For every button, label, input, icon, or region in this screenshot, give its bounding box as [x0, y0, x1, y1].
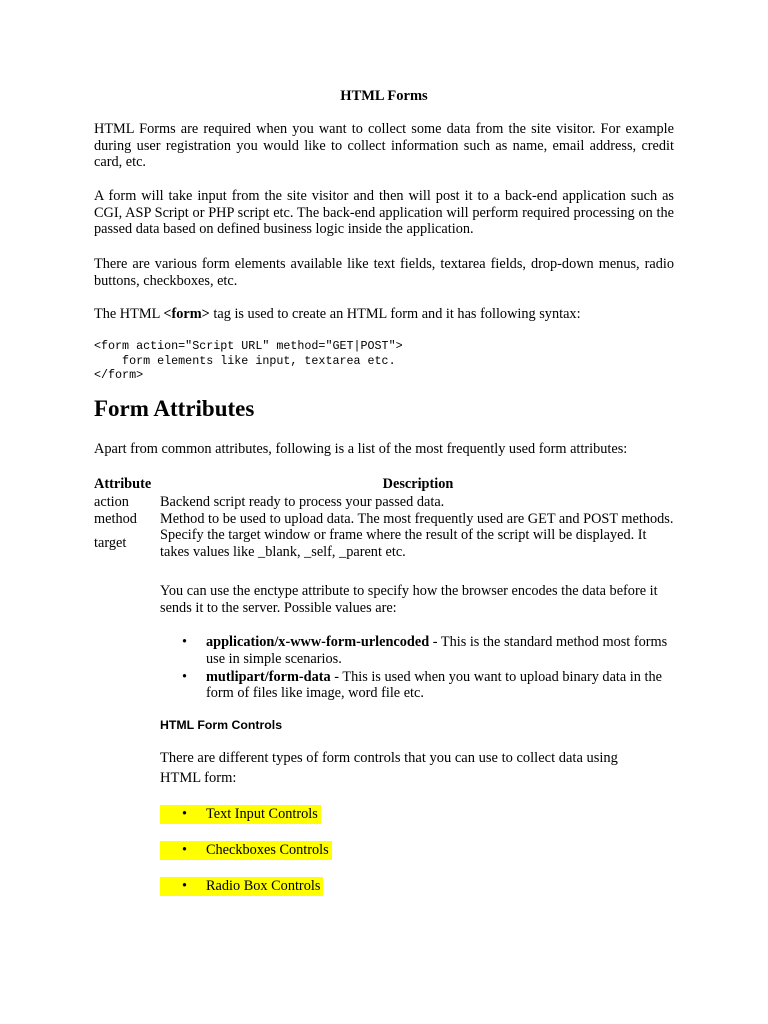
code-block: <form action="Script URL" method="GET|POST"> form elements like input, textarea etc. </form> — [94, 339, 403, 383]
bullet-icon: • — [182, 878, 188, 894]
syntax-text-after: tag is used to create an HTML form and it has following syntax: — [209, 306, 581, 322]
attribute-description: Backend script ready to process your passed data. — [160, 494, 445, 510]
enctype-desc: - This is used when you want to upload binary data in the form of files like image, word file etc. — [206, 668, 662, 702]
controls-list-item-3 — [160, 877, 323, 896]
attribute-name: method — [94, 510, 137, 527]
list-item — [160, 841, 332, 860]
highlighted-item — [160, 805, 321, 824]
form-tag-text: <form> — [163, 306, 210, 322]
syntax-text-before: The HTML — [94, 306, 164, 322]
paragraph-intro: HTML Forms are required when you want to collect some data from the site visitor. For example during user registration you would like to collect information such as name, email address, credit card, etc. — [94, 121, 674, 171]
controls-intro: There are different types of form controls that you can use to collect data using HTML form: — [160, 750, 618, 786]
bullet-icon: • — [182, 842, 188, 858]
attribute-name: action — [94, 494, 129, 510]
controls-heading: HTML Form Controls — [160, 718, 283, 732]
enctype-term: application/x-www-form-urlencoded — [206, 634, 430, 650]
section-intro: Apart from common attributes, following is a list of the most frequently used form attributes: — [94, 441, 628, 457]
section-heading: Form Attributes — [94, 396, 255, 421]
highlighted-item — [160, 841, 332, 860]
table-header-description: Description — [382, 475, 454, 492]
control-label: Text Input Controls — [206, 806, 318, 822]
control-label: Radio Box Controls — [206, 878, 321, 894]
attributes-table — [92, 474, 678, 560]
controls-list-item-2 — [160, 841, 332, 860]
list-item — [160, 634, 676, 668]
table-row — [92, 511, 678, 528]
highlighted-item — [160, 877, 323, 896]
document-title: HTML Forms — [340, 88, 428, 104]
list-item — [160, 669, 676, 703]
enctype-values-list — [160, 634, 676, 703]
enctype-term: mutlipart/form-data — [206, 668, 331, 685]
attribute-description: Specify the target window or frame where the result of the script will be displayed. It takes values like _blank, _self, _parent etc. — [160, 527, 647, 560]
enctype-paragraph: You can use the enctype attribute to specify how the browser encodes the data before it sends it to the server. Possible values are: — [160, 583, 658, 616]
paragraph-syntax-intro — [94, 306, 674, 323]
enctype-desc: - This is the standard method most forms use in simple scenarios. — [206, 634, 668, 667]
bullet-icon: • — [182, 634, 188, 650]
list-item — [160, 877, 323, 896]
table-header-row — [92, 474, 678, 494]
bullet-icon: • — [182, 806, 188, 822]
attribute-description: Method to be used to upload data. The most frequently used are GET and POST methods. — [160, 510, 674, 527]
table-row — [92, 527, 678, 560]
table-row — [92, 494, 678, 511]
control-label: Checkboxes Controls — [206, 842, 329, 858]
table-header-attribute: Attribute — [94, 475, 152, 492]
paragraph-elements: There are various form elements available like text fields, textarea fields, drop-down menus, radio buttons, checkboxes, etc. — [94, 256, 674, 289]
list-item — [160, 805, 321, 824]
controls-list-item-1 — [160, 805, 321, 824]
paragraph-backend: A form will take input from the site visitor and then will post it to a back-end application such as CGI, ASP Script or PHP script etc. The back-end application will perform required processing on the passed data based on defined business logic inside the application. — [94, 188, 674, 238]
bullet-icon: • — [182, 668, 188, 685]
attribute-name: target — [94, 535, 127, 552]
